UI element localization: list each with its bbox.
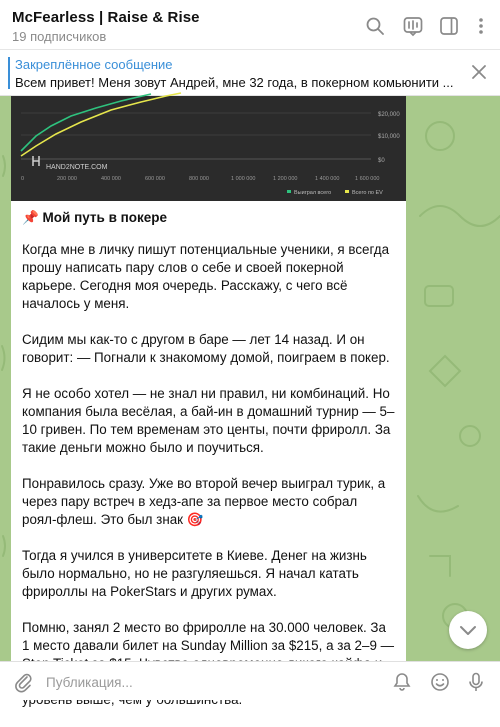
post-paragraph: Тогда я учился в университете в Киеве. Денег на жизнь было нормально, но не разгуляешься. Я начал катать фрироллы на PokerStars и других румах. <box>22 548 367 599</box>
chevron-down-icon <box>449 611 487 649</box>
channel-title[interactable]: McFearless | Raise & Rise <box>12 9 200 26</box>
microphone-icon[interactable] <box>465 671 487 693</box>
more-icon[interactable] <box>470 15 492 37</box>
scroll-down-button[interactable] <box>449 611 487 649</box>
pinned-accent-bar <box>8 57 10 89</box>
post-paragraph: Помню, занял 2 место во фриролле на 30.000 человек. За 1 место давали билет на Sunday Million за $215, а за 2–9 — <box>22 620 395 653</box>
x-tick-label: 1 600 000 <box>355 176 380 182</box>
graph-background <box>11 96 406 201</box>
emoji-icon[interactable] <box>429 671 451 693</box>
earnings-graph-image <box>11 96 406 201</box>
silent-broadcast-icon[interactable] <box>391 671 413 693</box>
pinned-message-bar[interactable] <box>0 50 500 96</box>
x-tick-label: 1 400 000 <box>315 176 340 182</box>
x-tick-label: 600 000 <box>145 176 165 182</box>
legend-swatch-ev <box>345 190 349 193</box>
chat-header <box>0 0 500 50</box>
chat-area[interactable] <box>0 96 500 661</box>
message-composer <box>0 661 500 700</box>
attach-icon[interactable] <box>12 671 34 693</box>
legend-label: Всего по EV <box>352 190 383 196</box>
x-tick-label: 0 <box>21 176 25 182</box>
x-tick-label: 1 000 000 <box>231 176 256 182</box>
search-icon[interactable] <box>364 15 386 37</box>
graph-logo: HAND2NOTE.COM <box>46 164 108 171</box>
channel-post <box>11 96 406 661</box>
live-stream-icon[interactable] <box>402 15 424 37</box>
x-tick-label: 1 200 000 <box>273 176 298 182</box>
sidebar-icon[interactable] <box>438 15 460 37</box>
pinned-title: Закреплённое сообщение <box>15 57 173 72</box>
x-tick-label: 800 000 <box>189 176 209 182</box>
post-heading: 📌 Мой путь в покере <box>22 210 168 225</box>
y-tick-label: $20,000 <box>378 112 400 118</box>
post-text <box>22 209 395 727</box>
pinned-preview-text: Всем привет! Меня зовут Андрей, мне 32 года, в покерном комьюнити ... <box>15 75 454 90</box>
post-paragraph: Понравилось сразу. Уже во второй вечер выиграл турик, а через пару встреч в хедз-апе за первое место собрал роял-флеш. Это был знак 🎯 <box>22 476 386 527</box>
legend-label: Выиграл всего <box>294 190 332 196</box>
subscriber-count: 19 подписчиков <box>12 29 107 44</box>
message-input[interactable] <box>44 670 378 694</box>
post-paragraph: Когда мне в личку пишут потенциальные ученики, я всегда прошу написать пару слов о себе и своей покерной карьере. Сегодня моя очередь. Расскажу, с чего всё началось у меня. <box>22 242 390 311</box>
legend-swatch-won <box>287 190 291 193</box>
close-icon[interactable] <box>470 63 488 81</box>
y-tick-label: $0 <box>378 158 385 164</box>
y-tick-label: $10,000 <box>378 134 400 140</box>
x-tick-label: 400 000 <box>101 176 121 182</box>
post-paragraph: Я не особо хотел — не знал ни правил, ни комбинаций. Но компания была весёлая, а бай-ин в домашний турнир — 5–10 гривен. По тем временам это центы, почти фриролл. За такие деньги можно было и поучиться. <box>22 386 395 455</box>
post-paragraph: Сидим мы как-то с другом в баре — лет 14 назад. И он говорит: — Погнали к знакомому домой, поиграем в покер. <box>22 332 390 365</box>
x-tick-label: 200 000 <box>57 176 77 182</box>
